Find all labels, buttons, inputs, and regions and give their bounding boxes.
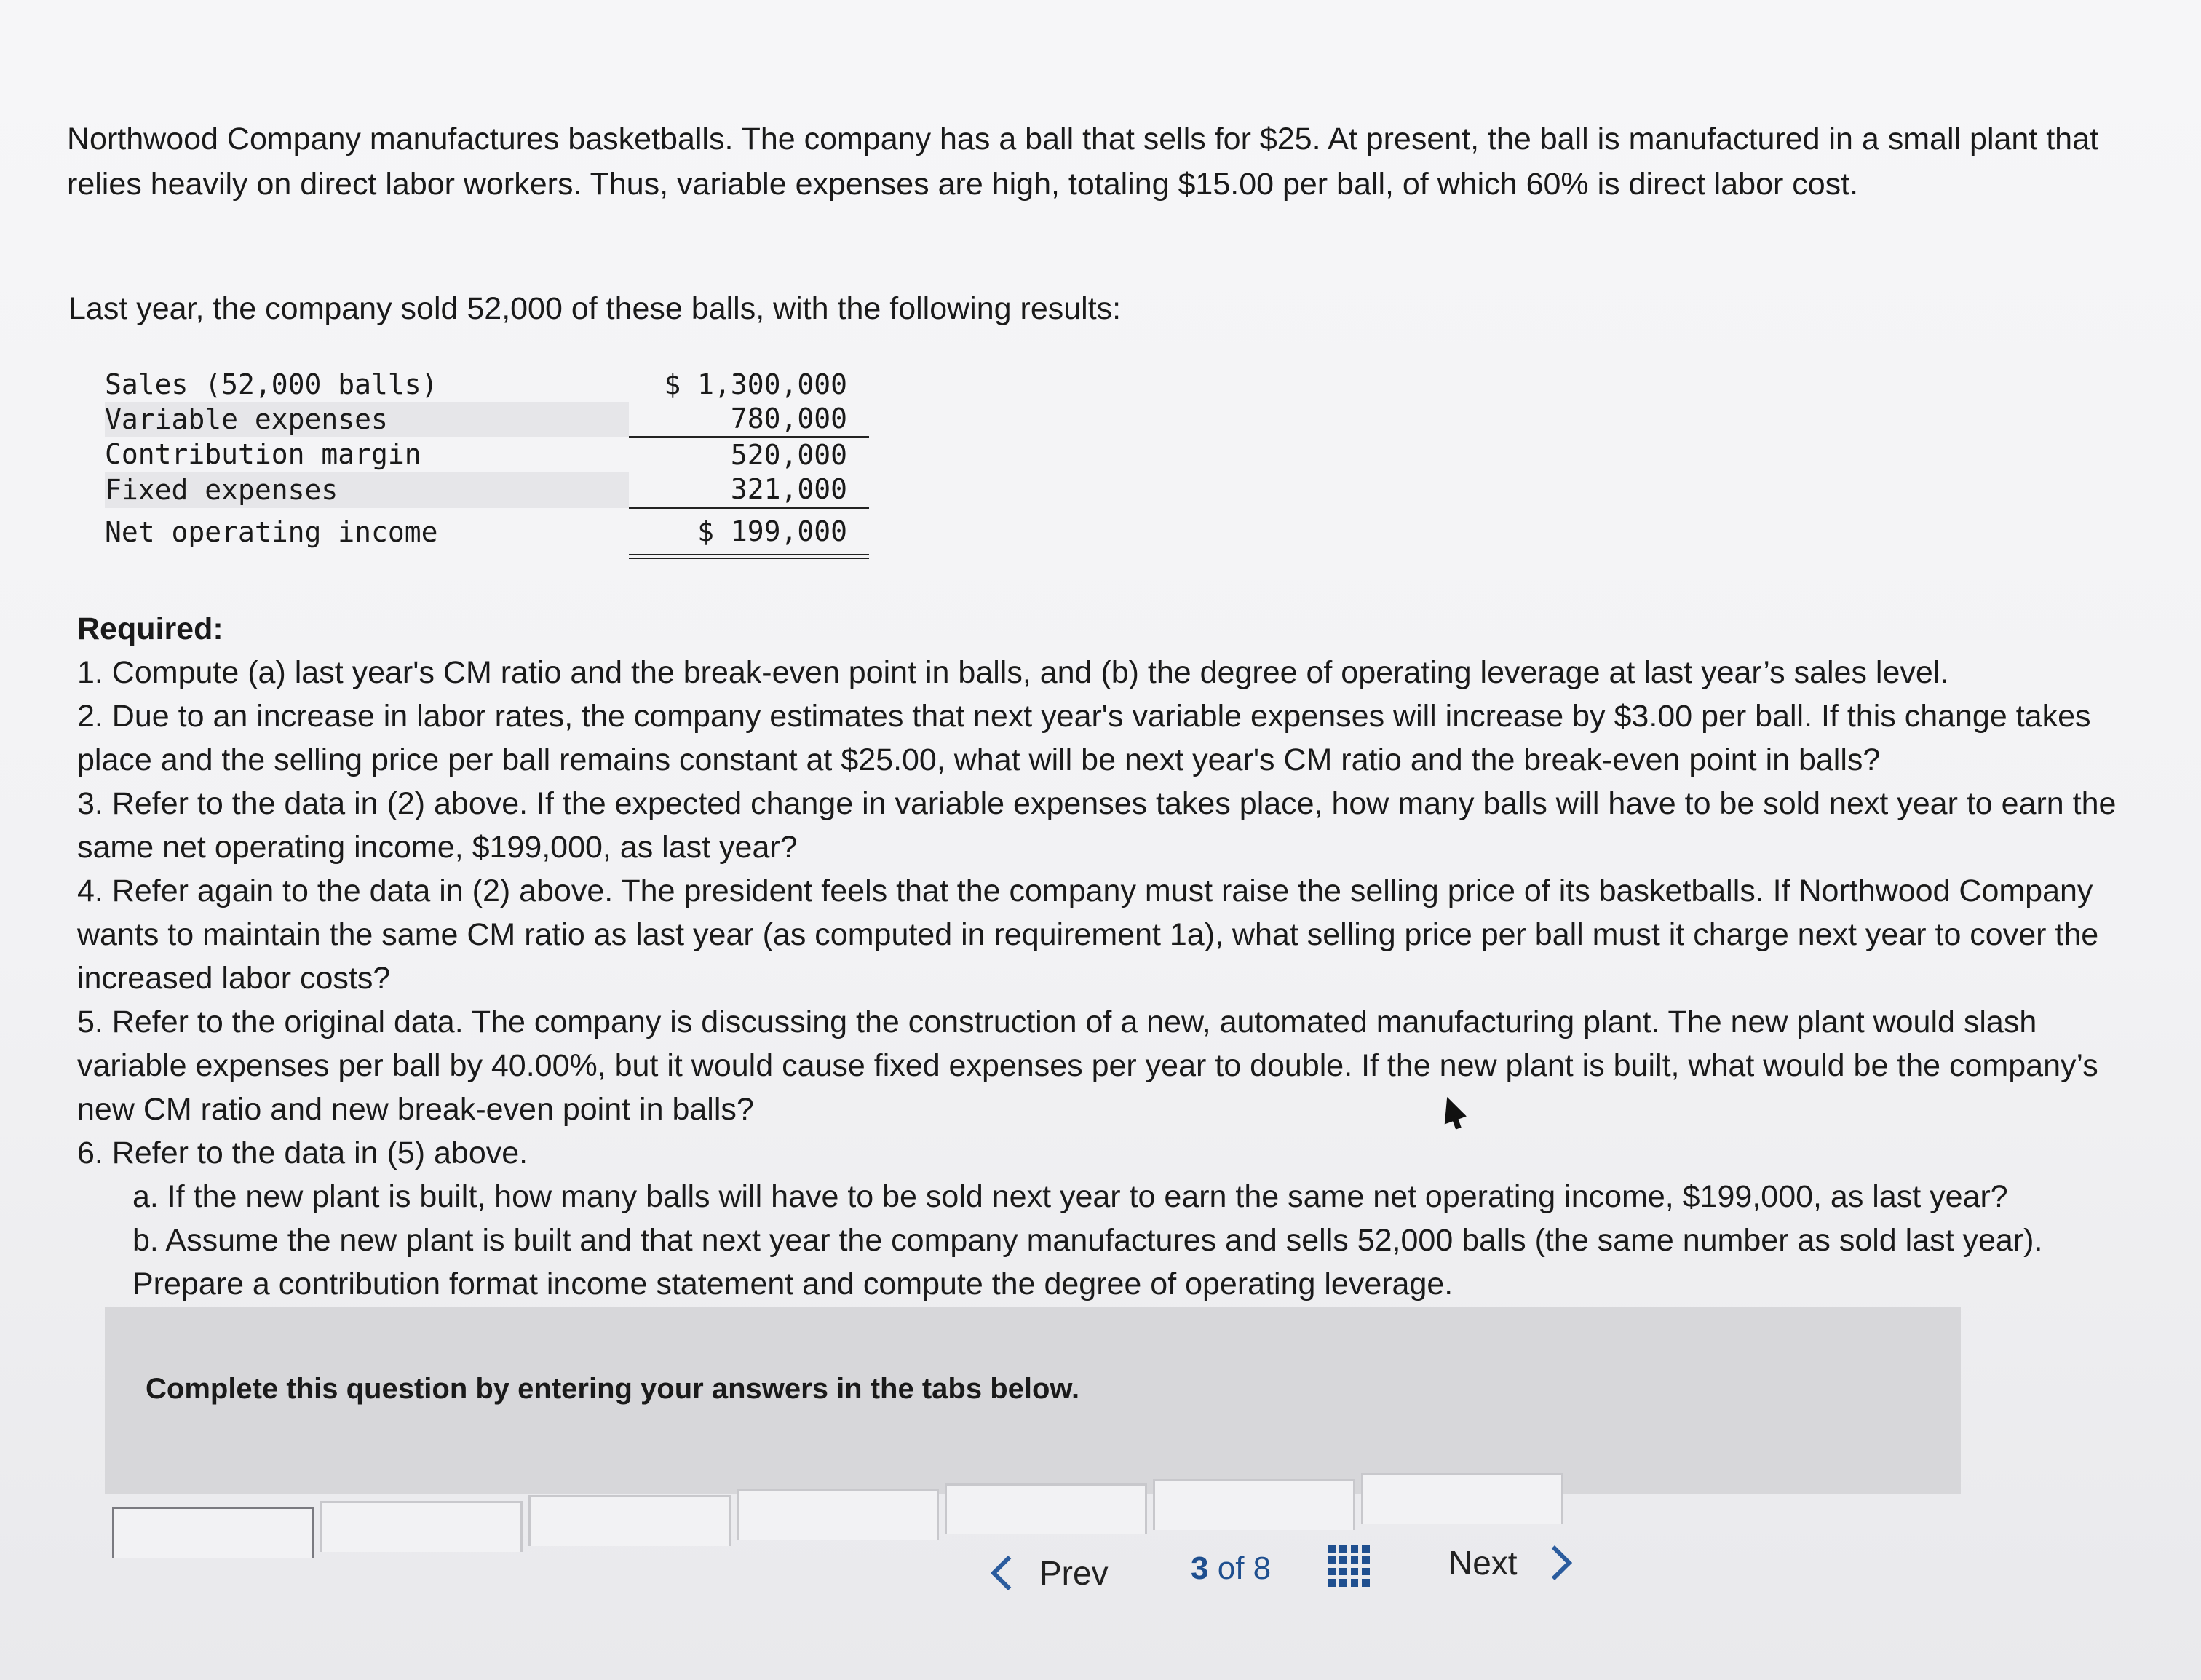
table-row <box>105 472 869 508</box>
question-navigation <box>0 1529 2201 1616</box>
row-value: 321,000 <box>629 472 869 508</box>
instructions-text: Complete this question by entering your answers in the tabs below. <box>146 1373 1080 1405</box>
prev-button[interactable] <box>988 1553 1109 1593</box>
grid-menu-icon[interactable] <box>1328 1545 1370 1587</box>
problem-intro: Northwood Company manufactures basketballs. The company has a ball that sells for $25. At present, the ball is manufactured in a small plant that relies heavily on direct labor workers. Thus, variable expenses are high, totaling $15.00 per ball, of which 60% is direct labor cost. <box>67 122 2098 202</box>
requirement-item: 5. Refer to the original data. The company is discussing the construction of a new, automated manufacturing plant. The new plant would slash variable expenses per ball by 40.00%, but it would cause fixed expenses per year to double. If the new plant is built, what would be the company’s new CM ratio and new break-even point in balls? <box>77 1005 2098 1127</box>
row-value: 780,000 <box>629 402 869 437</box>
row-label: Contribution margin <box>105 438 421 471</box>
requirements-heading: Required: <box>77 611 223 646</box>
requirement-subitem: a. If the new plant is built, how many balls will have to be sold next year to earn the same net operating income, $199,000, as last year? <box>132 1179 2008 1214</box>
next-label: Next <box>1448 1544 1518 1582</box>
requirement-item: 3. Refer to the data in (2) above. If the expected change in variable expenses takes place, how many balls will have to be sold next year to earn the same net operating income, $199,000, as last year? <box>77 786 2117 865</box>
income-statement <box>105 368 869 559</box>
requirements-section <box>77 607 2137 1306</box>
table-row <box>105 508 869 557</box>
table-row <box>105 402 869 437</box>
row-value: $ 1,300,000 <box>664 368 847 400</box>
row-label: Net operating income <box>105 516 438 548</box>
requirement-item: 2. Due to an increase in labor rates, the company estimates that next year's variable expenses will increase by $3.00 per ball. If this change takes place and the selling price per ball remains constant at $25.00, what will be next year's CM ratio and the break-even point in balls? <box>77 699 2091 777</box>
table-row <box>105 368 869 402</box>
requirement-subitem: b. Assume the new plant is built and that next year the company manufactures and sells 52,000 balls (the same number as sold last year). Prepare a contribution format income statement and compute the degree of operating leverage. <box>132 1223 2043 1301</box>
last-year-intro: Last year, the company sold 52,000 of these balls, with the following results: <box>68 291 1122 326</box>
row-label: Variable expenses <box>105 402 629 437</box>
requirement-item: 6. Refer to the data in (5) above. <box>77 1136 528 1170</box>
answer-tab[interactable] <box>1153 1479 1355 1530</box>
requirement-item: 4. Refer again to the data in (2) above. The president feels that the company must raise the selling price of its basketballs. If Northwood Company wants to maintain the same CM ratio as last year (as computed in requirement 1a), what selling price per ball must it charge next year to cover the increased labor costs? <box>77 873 2099 996</box>
chevron-left-icon <box>991 1556 1026 1590</box>
chevron-right-icon <box>1537 1545 1572 1580</box>
row-value: 520,000 <box>730 439 847 471</box>
answer-tabs <box>112 1478 1568 1529</box>
of-label: of <box>1217 1550 1245 1586</box>
requirement-item: 1. Compute (a) last year's CM ratio and the break-even point in balls, and (b) the degree of operating leverage at last year’s sales level. <box>77 655 1949 690</box>
page-indicator <box>1191 1550 1271 1587</box>
answer-tab[interactable] <box>945 1483 1147 1534</box>
row-label: Fixed expenses <box>105 472 629 508</box>
instructions-panel <box>105 1307 1961 1494</box>
prev-label: Prev <box>1039 1554 1109 1592</box>
total-pages: 8 <box>1253 1550 1272 1586</box>
answer-tab[interactable] <box>1361 1473 1563 1524</box>
next-button[interactable] <box>1448 1543 1567 1582</box>
current-page: 3 <box>1191 1550 1209 1586</box>
table-row <box>105 437 869 473</box>
row-label: Sales (52,000 balls) <box>105 368 438 400</box>
row-value: $ 199,000 <box>629 508 869 557</box>
